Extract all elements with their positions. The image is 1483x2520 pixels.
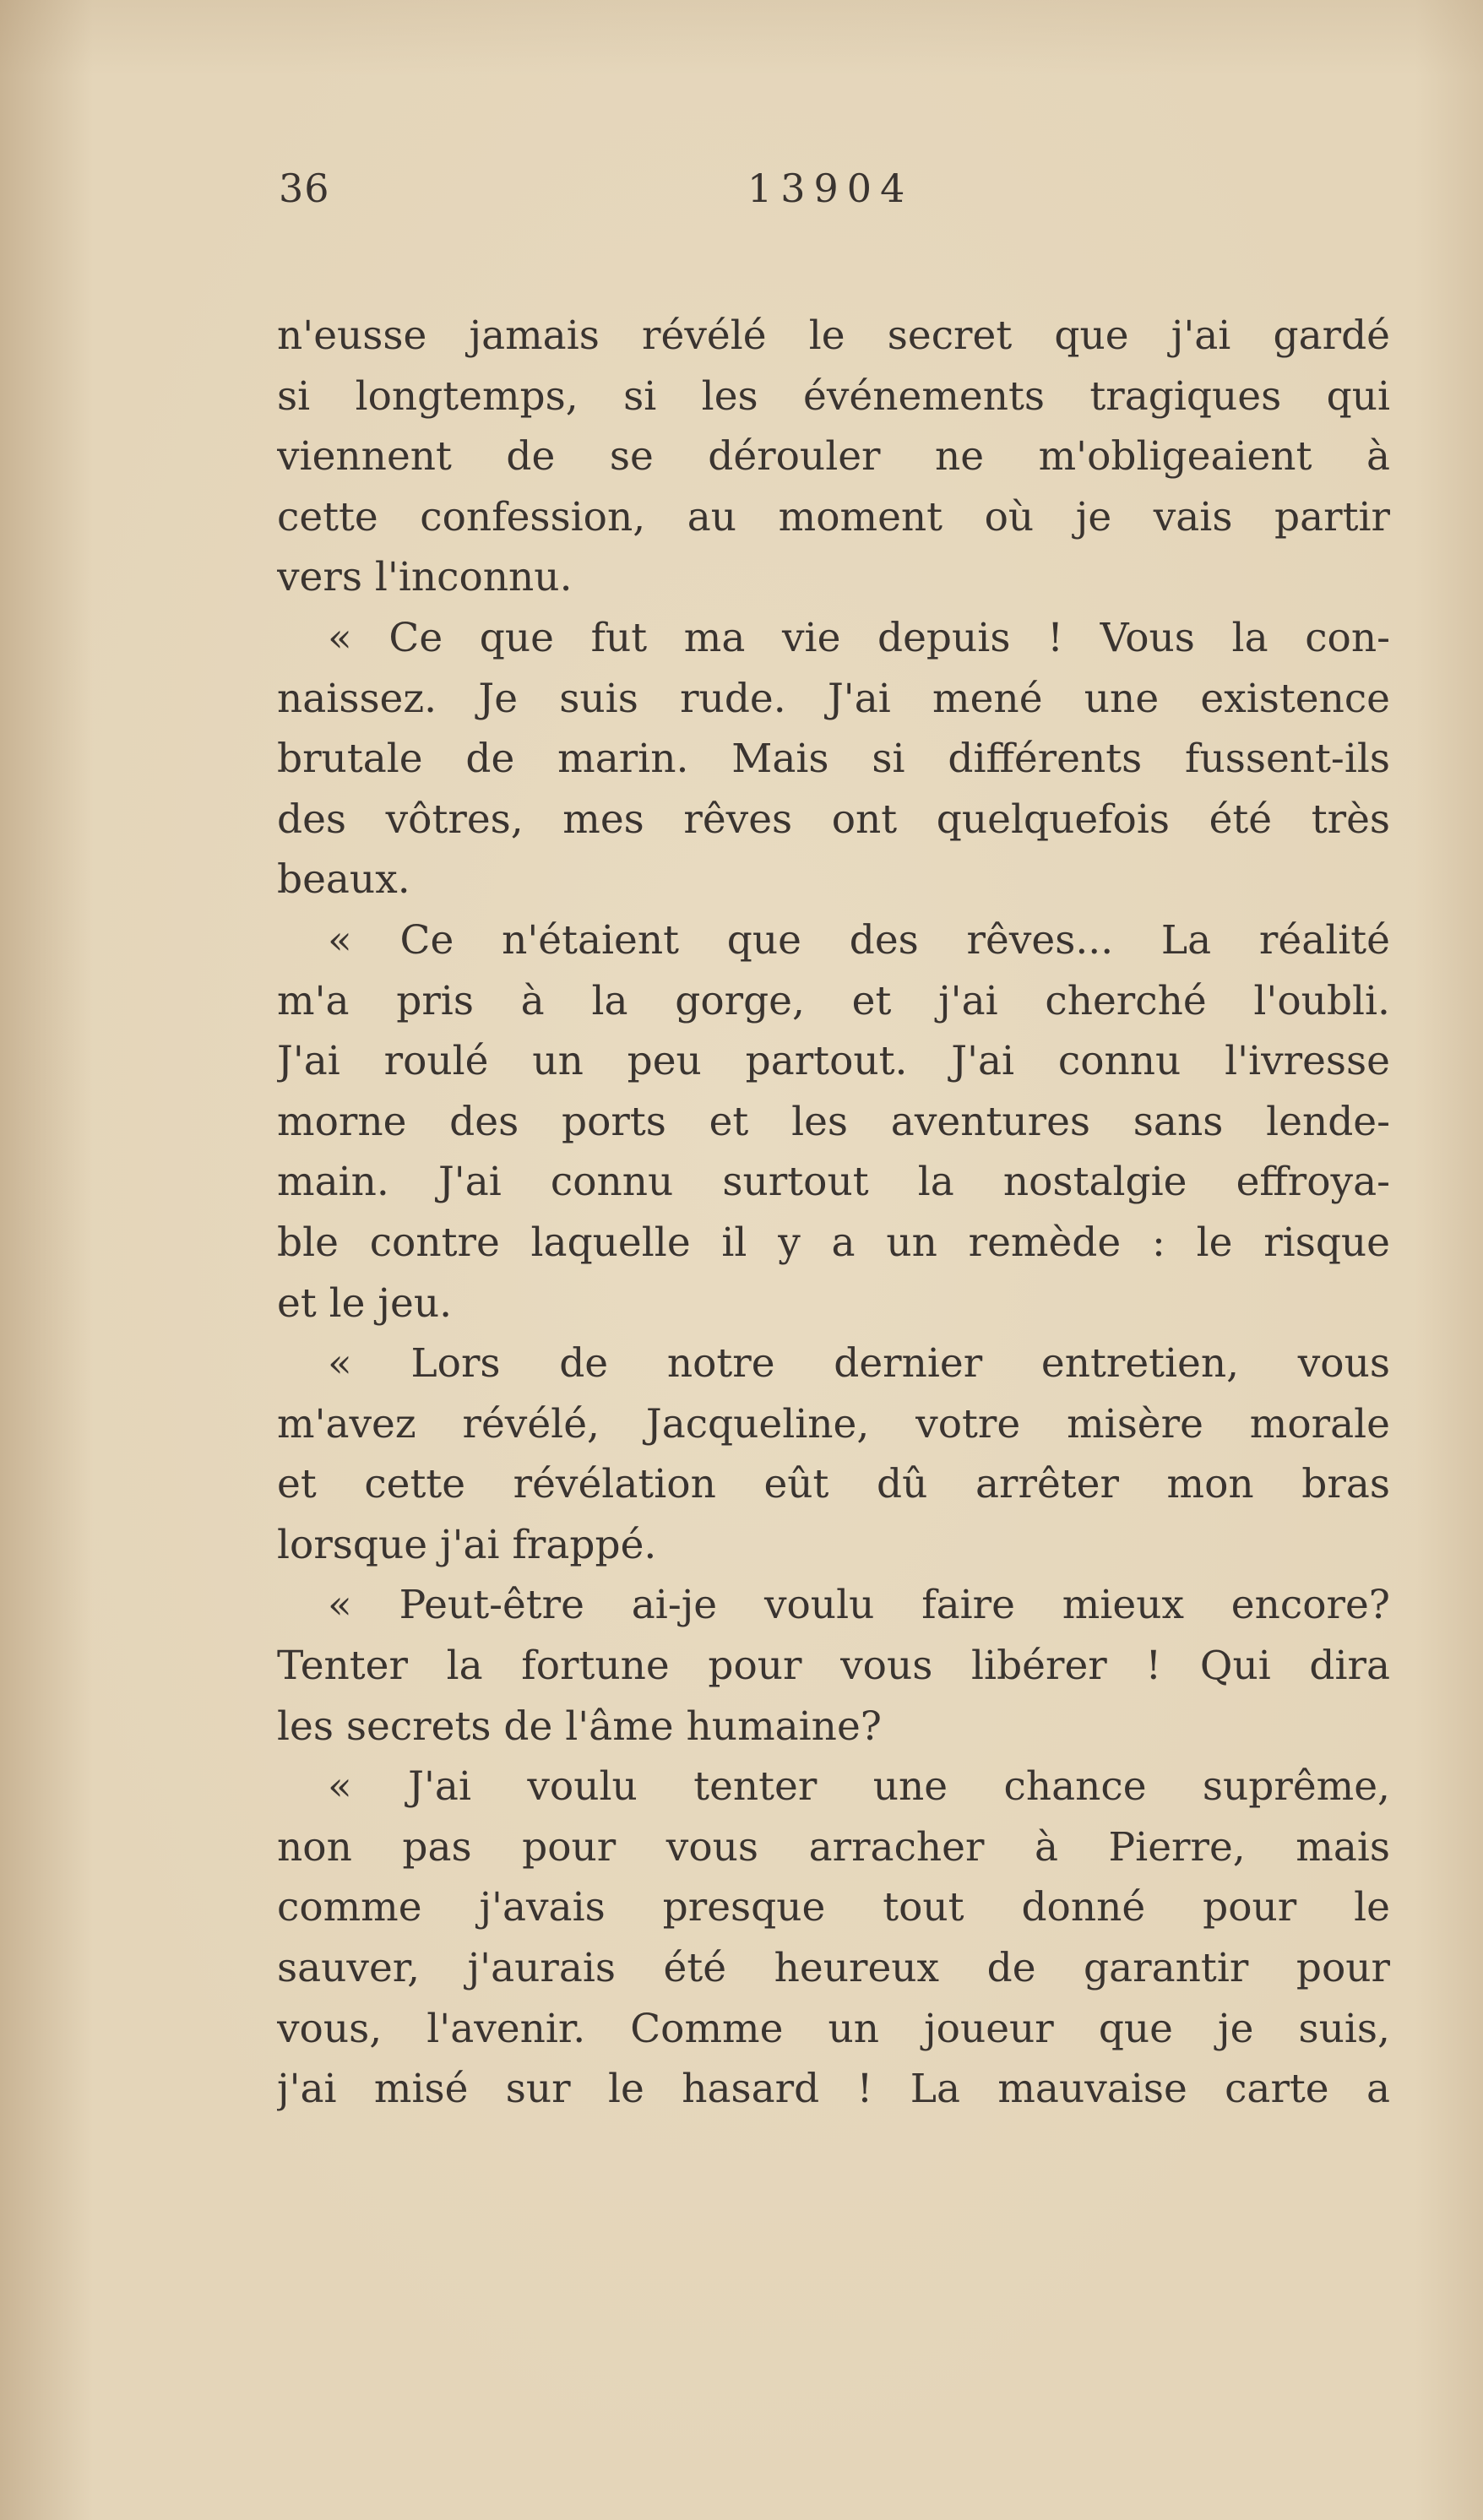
text-line: et le jeu. [277,1279,453,1327]
text-line: « J'ai voulu tenter une chance suprême, [328,1763,1390,1811]
text-line: brutale de marin. Mais si différents fussent-ils [277,736,1390,783]
running-title: 13904 [747,166,914,211]
text-line: non pas pour vous arracher à Pierre, mais [277,1823,1390,1871]
text-line: n'eusse jamais révélé le secret que j'ai gardé [277,312,1390,359]
text-line: m'a pris à la gorge, et j'ai cherché l'oubli. [277,977,1390,1024]
text-line: comme j'avais presque tout donné pour le [277,1884,1390,1931]
text-line: « Peut-être ai-je voulu faire mieux encore? [328,1582,1390,1629]
text-line: j'ai misé sur le hasard ! La mauvaise carte a [277,2066,1390,2113]
text-line: si longtemps, si les événements tragiques qui [277,372,1390,420]
text-line: et cette révélation eût dû arrêter mon bras [277,1461,1390,1508]
text-line: morne des ports et les aventures sans lende- [277,1098,1390,1145]
body-text [277,306,1390,2120]
text-line: sauver, j'aurais été heureux de garantir pour [277,1945,1390,1992]
text-line: ble contre laquelle il y a un remède : le risque [277,1219,1390,1266]
page-header [279,166,1393,242]
text-line: « Ce n'étaient que des rêves... La réalité [328,916,1390,964]
text-line: main. J'ai connu surtout la nostalgie effroya- [277,1159,1390,1206]
text-line: « Ce que fut ma vie depuis ! Vous la con- [328,614,1390,661]
text-line: viennent de se dérouler ne m'obligeaient à [277,433,1390,481]
text-line: J'ai roulé un peu partout. J'ai connu l'ivresse [277,1038,1390,1085]
text-line: vers l'inconnu. [277,554,573,601]
text-line: vous, l'avenir. Comme un joueur que je suis, [277,2005,1390,2052]
text-line: naissez. Je suis rude. J'ai mené une existence [277,675,1390,722]
text-line: les secrets de l'âme humaine? [277,1703,882,1750]
text-line: beaux. [277,856,410,904]
text-line: m'avez révélé, Jacqueline, votre misère morale [277,1400,1390,1447]
text-line: Tenter la fortune pour vous libérer ! Qui dira [277,1643,1390,1690]
page-number: 36 [279,166,330,211]
text-line: des vôtres, mes rêves ont quelquefois été très [277,796,1390,843]
text-line: cette confession, au moment où je vais partir [277,493,1390,540]
text-line: lorsque j'ai frappé. [277,1521,657,1568]
text-line: « Lors de notre dernier entretien, vous [328,1340,1390,1388]
